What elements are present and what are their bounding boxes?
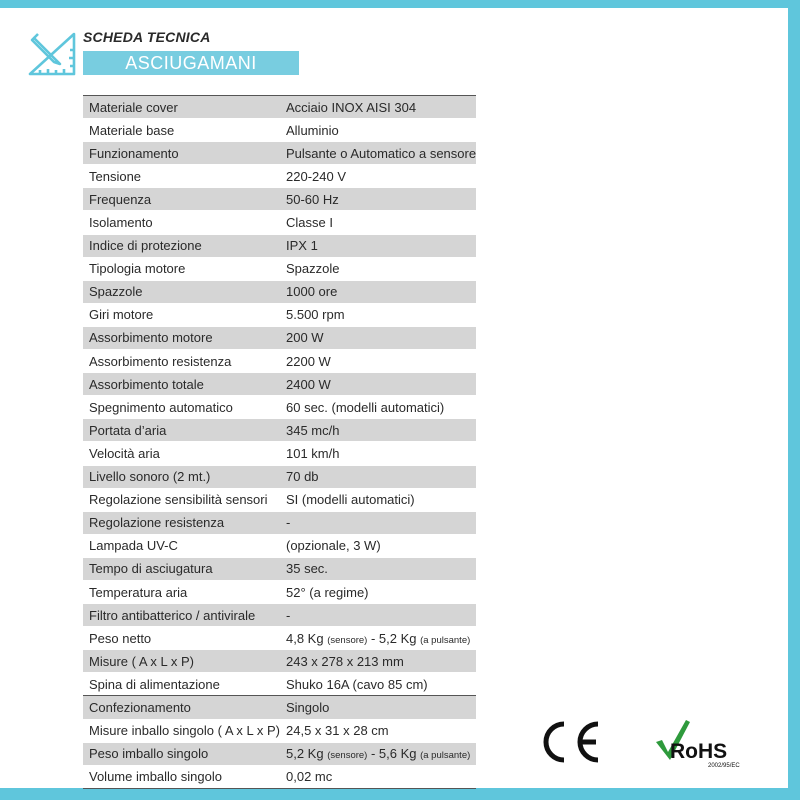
row-value: Shuko 16A (cavo 85 cm) xyxy=(286,676,428,692)
table-row xyxy=(83,511,476,534)
row-label: Livello sonoro (2 mt.) xyxy=(89,469,211,485)
value-main: - 5,6 Kg xyxy=(367,746,421,762)
row-value: - xyxy=(286,515,291,531)
row-label: Frequenza xyxy=(89,191,152,207)
frame-bottom-border xyxy=(0,788,800,800)
row-value: 24,5 x 31 x 28 cm xyxy=(286,723,389,739)
row-value: Classe I xyxy=(286,215,333,231)
row-label: Peso imballo singolo xyxy=(89,746,209,762)
table-row xyxy=(83,419,476,442)
table-row xyxy=(83,534,476,557)
table-row xyxy=(83,188,476,211)
table-row xyxy=(83,257,476,280)
row-value: 200 W xyxy=(286,330,324,346)
row-label: Lampada UV-C xyxy=(89,538,178,554)
frame-right-border xyxy=(788,0,800,800)
row-label: Assorbimento totale xyxy=(89,376,204,392)
row-value: Spazzole xyxy=(286,261,340,277)
row-value: (opzionale, 3 W) xyxy=(286,538,381,554)
row-value: 220-240 V xyxy=(286,168,346,184)
header-title-banner: ASCIUGAMANI xyxy=(83,51,299,75)
table-row xyxy=(83,580,476,603)
ce-mark-logo xyxy=(538,718,604,766)
row-value: IPX 1 xyxy=(286,238,318,254)
table-row xyxy=(83,604,476,627)
row-label: Spegnimento automatico xyxy=(89,399,233,415)
row-label: Materiale base xyxy=(89,122,175,138)
row-label: Isolamento xyxy=(89,215,153,231)
row-value: Acciaio INOX AISI 304 xyxy=(286,99,417,115)
row-value: SI (modelli automatici) xyxy=(286,492,415,508)
row-value: 5.500 rpm xyxy=(286,307,345,323)
table-row xyxy=(83,673,476,696)
row-value: 345 mc/h xyxy=(286,422,340,438)
table-row xyxy=(83,373,476,396)
table-row xyxy=(83,696,476,719)
table-row xyxy=(83,350,476,373)
value-main: - 5,2 Kg xyxy=(367,630,421,646)
row-label: Peso netto xyxy=(89,630,152,646)
table-row xyxy=(83,119,476,142)
header-kicker: SCHEDA TECNICA xyxy=(83,29,211,45)
table-row xyxy=(83,165,476,188)
row-value xyxy=(280,627,476,650)
row-value: Alluminio xyxy=(286,122,339,138)
table-row xyxy=(83,465,476,488)
row-label: Velocità aria xyxy=(89,445,160,461)
row-label: Assorbimento resistenza xyxy=(89,353,232,369)
row-label: Portata d’aria xyxy=(89,422,167,438)
table-row xyxy=(83,326,476,349)
table-row xyxy=(83,142,476,165)
row-value: 52° (a regime) xyxy=(286,584,369,600)
row-label: Materiale cover xyxy=(89,99,178,115)
value-note: (a pulsante) xyxy=(420,634,471,646)
row-value: - xyxy=(286,607,291,623)
row-value: 70 db xyxy=(286,469,319,485)
row-label: Regolazione sensibilità sensori xyxy=(89,492,268,508)
row-value: 2400 W xyxy=(286,376,331,392)
row-label: Spazzole xyxy=(89,284,143,300)
table-row xyxy=(83,442,476,465)
rohs-logo xyxy=(652,716,748,770)
value-note: (sensore) xyxy=(327,634,368,646)
table-row xyxy=(83,557,476,580)
row-label: Confezionamento xyxy=(83,696,280,719)
table-row xyxy=(83,280,476,303)
table-row xyxy=(83,650,476,673)
svg-text:2002/95/EC: 2002/95/EC xyxy=(708,763,740,769)
spec-table xyxy=(83,95,476,789)
row-value: 2200 W xyxy=(286,353,331,369)
value-note: (sensore) xyxy=(327,750,368,762)
frame-top-border xyxy=(0,0,800,8)
table-row xyxy=(83,765,476,788)
row-label: Temperatura aria xyxy=(89,584,188,600)
row-value: 50-60 Hz xyxy=(286,191,339,207)
value-main: 5,2 Kg xyxy=(286,746,324,762)
table-row xyxy=(83,303,476,326)
row-value: 243 x 278 x 213 mm xyxy=(286,653,404,669)
table-row xyxy=(83,742,476,765)
table-row xyxy=(83,627,476,650)
row-label: Misure ( A x L x P) xyxy=(89,653,194,669)
row-label: Tipologia motore xyxy=(89,261,186,277)
table-row xyxy=(83,488,476,511)
row-label: Misure inballo singolo ( A x L x P) xyxy=(89,723,280,739)
table-row xyxy=(83,211,476,234)
row-label: Spina di alimentazione xyxy=(89,676,220,692)
value-main: 4,8 Kg xyxy=(286,630,324,646)
row-label: Funzionamento xyxy=(89,145,179,161)
row-label: Indice di protezione xyxy=(89,238,202,254)
row-label: Volume imballo singolo xyxy=(83,765,280,788)
value-note: (a pulsante) xyxy=(420,750,471,762)
svg-text:RoHS: RoHS xyxy=(670,740,728,763)
table-row xyxy=(83,96,476,119)
row-label: Regolazione resistenza xyxy=(89,515,225,531)
row-value: 1000 ore xyxy=(286,284,338,300)
row-value: 0,02 mc xyxy=(280,765,476,788)
row-label: Filtro antibatterico / antivirale xyxy=(89,607,256,623)
row-value xyxy=(280,742,476,765)
row-value: Pulsante o Automatico a sensore xyxy=(286,145,477,161)
row-label: Assorbimento motore xyxy=(89,330,213,346)
table-row xyxy=(83,234,476,257)
ruler-pencil-icon xyxy=(24,30,80,80)
row-value: 101 km/h xyxy=(286,445,340,461)
row-value: 35 sec. xyxy=(286,561,328,577)
row-value: 60 sec. (modelli automatici) xyxy=(286,399,445,415)
table-row xyxy=(83,719,476,742)
table-row xyxy=(83,396,476,419)
row-label: Tempo di asciugatura xyxy=(89,561,213,577)
row-label: Tensione xyxy=(89,168,142,184)
row-label: Giri motore xyxy=(89,307,154,323)
row-value: Singolo xyxy=(280,696,476,719)
